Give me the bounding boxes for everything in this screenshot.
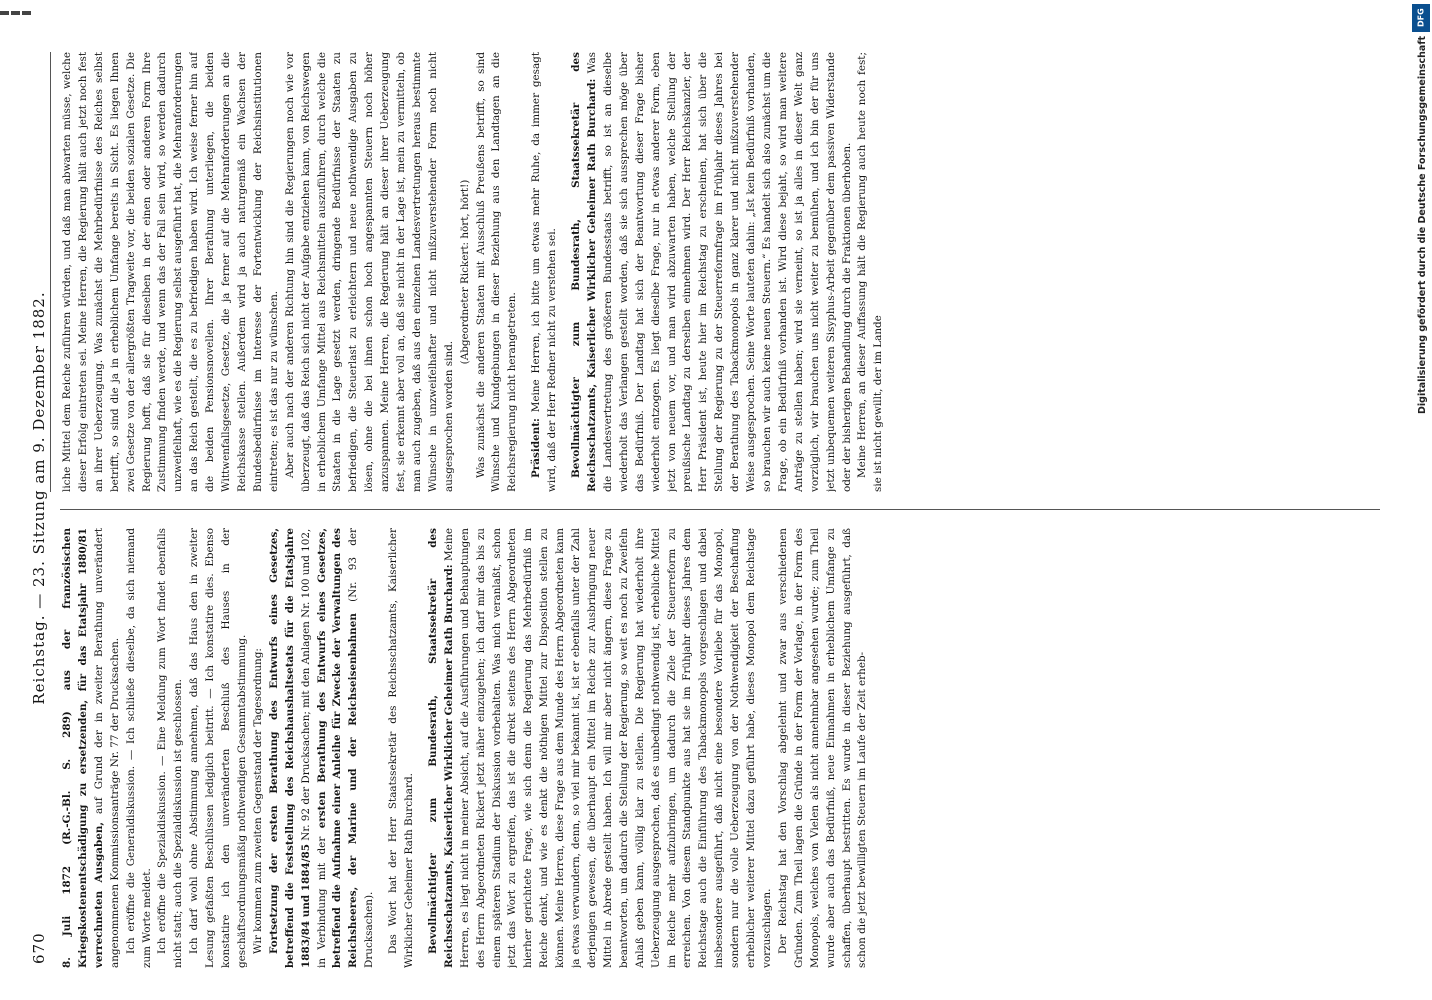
left-paragraph-6 — [267, 528, 315, 968]
bill-reference-text: auf Grund der in zweiter Berathung unverändert angenommenen Kommissionsanträge Nr. 77 der Drucksachen. — [92, 528, 121, 968]
header-rule — [50, 52, 51, 492]
president-label: Präsident: — [530, 418, 543, 478]
rotated-newspaper-sheet — [26, 28, 1406, 968]
connection-phrase: in Verbindung mit der — [315, 836, 328, 968]
left-paragraph-1 — [60, 528, 124, 968]
agenda-item-title: Fortsetzung der ersten Berathung des Entwurfs eines Gesetzes, betreffend die Feststellung des Reichshaushaltsetats für die Etatsjahre 1883/84 und 1884/85 — [267, 528, 312, 968]
page-number: 670 — [30, 932, 48, 964]
interjection: (Abgeordneter Rickert: hört, hört!) — [458, 179, 471, 365]
right-column — [60, 52, 1390, 492]
left-paragraph-7 — [315, 528, 379, 968]
text-columns — [60, 28, 1406, 968]
speaker-label-2: Bevollmächtigter zum Bundesrath, Staatssekretär des Reichsschatzamts, Kaiserlicher Wirklicher Geheimer Rath Burchard: — [570, 52, 598, 492]
column-divider — [60, 509, 1380, 510]
speech-text-2: Was die Landesvertretung des größeren Bundesstaats betrifft, so ist an dieselbe wiederholt das Verlangen gestellt worden, daß sie sich aussprechen möge über das Bedürfniß. Der Landtag hat sich der Beantwortung dieser Frage bisher wiederholt entzogen. Es liegt dieselbe Frage, nur in etwas anderer Form, eben jetzt von neuem vor, und man wird abzuwarten haben, welche Stellung der preußische Landtag zu derselben einnehmen wird. Der Herr Reichskanzler, der Herr Präsident ist, heute hier im Reichstag zu erscheinen, hat sich über die Stellung der Regierung zu der Steuerreformfrage im Frühjahr dieses Jahres bei der Berathung des Tabackmonopols in ganz klarer und nicht mißzuverstehender Weise ausgesprochen. Seine Worte lauteten dahin: „Ist kein Bedürfniß vorhanden, so brauchen wir auch keine neuen Steuern.“ Es handelt sich also zunächst um die Frage, ob ein Bedürfniß vorhanden ist. Wird diese bejaht, so wird man weitere Anträge zu stellen haben; wird sie verneint, so ist ja alles in dieser Welt ganz vorzüglich, wir brauchen uns nicht weiter zu bemühen, und ich bin der für uns jetzt unbequemen weiteren Sisyphus-Arbeit gegenüber dem passiven Widerstande oder der bisherigen Behandlung durch die Fraktionen überhoben. — [586, 52, 853, 492]
right-paragraph-4: Was zunächst die anderen Staaten mit Ausschluß Preußens betrifft, so sind Wünsche und Kundgebungen in dieser Beziehung aus den Landtagen an die Reichsregierung nicht herangetreten. — [474, 52, 519, 492]
right-paragraph-5 — [529, 52, 561, 492]
president-remark: Meine Herren, ich bitte um etwas mehr Ruhe, da immer gesagt wird, daß der Herr Redner nicht zu verstehen sei. — [530, 52, 559, 492]
dfg-logo: DFG — [1412, 4, 1430, 32]
left-paragraph-9 — [426, 528, 776, 968]
agenda-item-reference: Nr. 92 der Drucksachen; mit den Anlagen Nr. 100 und 102, — [299, 528, 312, 841]
right-paragraph-7: Meine Herren, an dieser Auffassung hält die Regierung auch heute noch fest; sie ist nicht gewillt, der im Lande — [856, 52, 885, 492]
speech-text: Meine Herren, es liegt nicht in meiner Absicht, auf die Ausführungen und Behauptungen des Herrn Abgeordneten Rickert jetzt näher einzugehen; ich darf mir das bis zu einem späteren Stadium der Diskussion vorbehalten. Was mich veranlaßt, schon jetzt das Wort zu ergreifen, das ist die direkt seitens des Herrn Abgeordneten hierher gerichtete Frage, wie sich denn die Regierung das Mehrbedürfniß im Reiche denkt, und wie es denkt die nöthigen Mittel zur Disposition stellen zu können. Meine Herren, diese Frage aus dem Munde des Herrn Abgeordneten kann ja etwas verwundern, denn, so viel mir bekannt ist, ist er ebenfalls unter der Zahl derjenigen gewesen, die überhaupt ein Mittel im Reiche zur Ausbringung neuer Mittel in Abrede gestellt haben. Ich will mir aber nicht ängern, diese Frage zu beantworten, um dadurch die Stellung der Regierung, so weit es noch zu Zweifeln Anlaß geben kann, völlig klar zu stellen. Die Regierung hat wiederholt ihre Ueberzeugung ausgesprochen, daß es unbedingt nothwendig ist, erhebliche Mittel im Reiche mehr aufzubringen, um dadurch die Ziele der Steuerreform zu erreichen. Von diesem Standpunkte aus hat sie im Frühjahr dieses Jahres dem Reichstage auch die Einführung des Tabackmonopols vorgeschlagen und dabei insbesondere ausgeführt, daß nicht eine besondere Vorliebe für das Monopol, sondern nur die volle Ueberzeugung von der Nothwendigkeit der Beschaffung erheblicher weiterer Mittel dazu geführt habe, dieses Monopol dem Reichstage vorzuschlagen. — [442, 528, 773, 968]
funding-credit: Digitalisierung gefördert durch die Deutsche Forschungsgemeinschaft — [1417, 36, 1428, 414]
running-head — [30, 28, 52, 968]
corner-scan-mark — [0, 0, 38, 12]
right-paragraph-2: Aber auch nach der anderen Richtung hin sind die Regierungen noch wie vor überzeugt, daß das Reich sich nicht der Aufgabe entziehen kann, von Reichswegen in erheblichem Umfange Mittel aus Reichsmitteln auszuführen, durch welche die Staaten in die Lage gesetzt werden, dringende Bedürfnisse der Staaten zu befriedigen, die Steuerlast zu erleichtern und neue nothwendige Ausgaben zu lösen, ohne die bei ihnen schon hoch angespannten Steuern noch höher anzuspannen. Meine Herren, die Regierung hält an dieser ihrer Ueberzeugung fest, sie erkennt aber voll an, daß sie nicht in der Lage ist, mein zu vermitteln, ob man auch zugeben, daß aus den einzelnen Landesvertretungen heraus bestimmte Wünsche in unzweifelhafter und nicht mißzuverstehender Form noch nicht ausgesprochen worden sind. — [283, 52, 455, 492]
left-paragraph-5: Wir kommen zum zweiten Gegenstand der Tagesordnung: — [251, 648, 264, 954]
right-paragraph-1: liche Mittel dem Reiche zuführen würden, und daß man abwarten müsse, welche dieser Erfolg eintreten sei. Meine Herren, die Regierung hält auch jetzt noch fest an ihrer Ueberzeugung. Was zunächst die Mehrbedürfnisse des Reiches selbst betrifft, so sind die ja in erheblichem Umfange bereits in Sicht. Es liegen Ihnen zwei Gesetze von der allergrößten Tragweite vor, die beiden sozialen Gesetze. Die Regierung hofft, daß sie für dieselben in der einen oder anderen Form Ihre Zustimmung finden werde, und wenn das der Fall sein wird, so werden dadurch unzweifelhaft, wie es die Regierung selbst ausgeführt hat, die Mehranforderungen an das Reich gestellt, die es zu befriedigen haben wird. Ich weise ferner hin auf die beiden Pensionsnovellen. Ihrer Berathung unterliegen, die beiden Wittwenfallsgesetze, Gesetze, die ja ferner auf die Mehranforderungen an die Reichskasse stellen. Außerdem wird ja auch naturgemäß ein Wachsen der Bundesbedürfnisse im Interesse der Fortentwicklung der Reichsinstitutionen eintreten; es ist das nur zu wünschen. — [61, 52, 280, 492]
left-paragraph-2: Ich eröffne die Generaldiskussion. — Ich schließe dieselbe, da sich niemand zum Worte meldet. — [124, 528, 153, 968]
loan-bill-title: ersten Berathung des Entwurfs eines Gesetzes, betreffend die Aufnahme einer Anleihe für Zwecke der Verwaltungen des Reichsheeres, der Marine und der Reichseisenbahnen — [315, 528, 360, 968]
page-title: Reichstag. — 23. Sitzung am 9. Dezember 1882. — [30, 291, 48, 705]
bill-title-text: 8. Juli 1872 (R.-G.-Bl. S. 289) aus der französischen Kriegskostenentschädigung zu ersetzenden, für das Etatsjahr 1880/81 verrechneten Ausgaben, — [61, 528, 105, 968]
left-column — [60, 528, 1390, 968]
left-paragraph-4: Ich darf wohl ohne Abstimmung annehmen, daß das Haus den in zweiter Lesung gefaßten Beschlüssen lediglich beitritt. — Ich konstatire dies. Ebenso konstatire ich den unveränderten Beschluß des Hauses in der geschäftsordnungsmäßig nothwendigen Gesammtabstimmung. — [188, 528, 248, 968]
left-paragraph-8: Das Wort hat der Herr Staatssekretär des Reichsschatzamts, Kaiserlicher Wirklicher Geheimer Rath Burchard. — [387, 528, 416, 968]
left-paragraph-3: Ich eröffne die Spezialdiskussion. — Eine Meldung zum Wort findet ebenfalls nicht statt; auch die Spezialdiskussion ist geschlossen. — [156, 528, 185, 968]
speaker-label: Bevollmächtigter zum Bundesrath, Staatssekretär des Reichsschatzamts, Kaiserlicher Wirklicher Geheimer Rath Burchard: — [426, 528, 455, 968]
loan-bill-reference: (Nr. 93 der Drucksachen). — [347, 528, 376, 968]
left-paragraph-10: Der Reichstag hat den Vorschlag abgelehnt und zwar aus verschiedenen Gründen. Zum Theil lagen die Gründe in der Form der Vorlage, in der Form des Monopols, welches von Vielen als nicht annehmbar angesehen wurde; zum Theil wurde aber auch das Bedürfniß, neue Einnahmen in erheblichem Umfange zu schaffen, überhaupt bestritten. Es wurde in dieser Beziehung ausgeführt, daß schon die jetzt bewilligten Steuern im Laufe der Zeit erheb- — [776, 528, 869, 968]
right-paragraph-6 — [569, 52, 855, 492]
